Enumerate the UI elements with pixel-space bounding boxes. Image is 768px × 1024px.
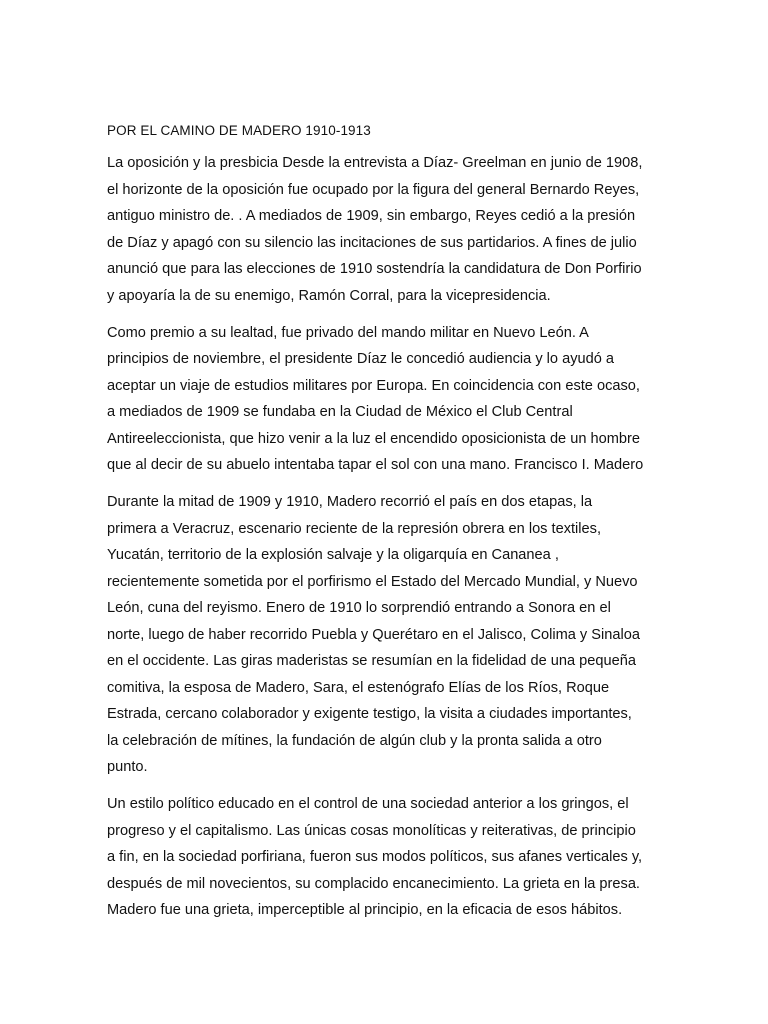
text-line: Madero fue una grieta, imperceptible al principio, en la eficacia de esos hábitos. (107, 902, 623, 918)
text-line: Como premio a su lealtad, fue privado del mando militar en Nuevo León. A (107, 324, 589, 341)
text-line: norte, luego de haber recorrido Puebla y Querétaro en el Jalisco, Colima y Sinaloa (107, 626, 640, 643)
text-line: La oposición y la presbicia Desde la entrevista a Díaz- Greelman en junio de 1908, (107, 155, 643, 171)
text-line: Yucatán, territorio de la explosión salvaje y la oligarquía en Cananea , (107, 547, 559, 563)
text-line: la celebración de mítines, la fundación de algún club y la pronta salida a otro (107, 732, 602, 749)
text-line: principios de noviembre, el presidente Díaz le concedió audiencia y lo ayudó a (107, 351, 615, 367)
document-title: POR EL CAMINO DE MADERO 1910-1913 (107, 123, 371, 138)
text-line: y apoyaría la de su enemigo, Ramón Corral, para la vicepresidencia. (107, 287, 551, 304)
text-line: Antireeleccionista, que hizo venir a la luz el encendido oposicionista de un hombre (107, 430, 640, 447)
paragraph-2 (107, 320, 667, 479)
text-line: punto. (107, 759, 148, 775)
text-line: el horizonte de la oposición fue ocupado por la figura del general Bernardo Reyes, (107, 181, 640, 198)
text-line: León, cuna del reyismo. Enero de 1910 lo sorprendió entrando a Sonora en el (107, 600, 611, 616)
text-line: de Díaz y apagó con su silencio las incitaciones de sus partidarios. A fines de julio (107, 234, 637, 251)
text-line: anunció que para las elecciones de 1910 sostendría la candidatura de Don Porfirio (107, 261, 642, 277)
paragraph-1 (107, 150, 667, 309)
document-body (107, 150, 667, 934)
text-line: después de mil novecientos, su complacido encanecimiento. La grieta en la presa. (107, 875, 640, 892)
text-line: antiguo ministro de. . A mediados de 1909, sin embargo, Reyes cedió a la presión (107, 208, 636, 224)
text-line: Durante la mitad de 1909 y 1910, Madero recorrió el país en dos etapas, la (107, 494, 593, 510)
text-line: comitiva, la esposa de Madero, Sara, el estenógrafo Elías de los Ríos, Roque (107, 679, 610, 696)
text-line: Un estilo político educado en el control de una sociedad anterior a los gringos, el (107, 796, 629, 812)
text-line: aceptar un viaje de estudios militares por Europa. En coincidencia con este ocaso, (107, 377, 640, 394)
text-line: primera a Veracruz, escenario reciente de la represión obrera en los textiles, (107, 520, 602, 537)
text-line: a fin, en la sociedad porfiriana, fueron sus modos políticos, sus afanes verticales y, (107, 849, 643, 865)
text-line: que al decir de su abuelo intentaba tapar el sol con una mano. Francisco I. Madero (107, 457, 644, 473)
text-line: progreso y el capitalismo. Las únicas cosas monolíticas y reiterativas, de principio (107, 822, 636, 839)
text-line: Estrada, cercano colaborador y exigente testigo, la visita a ciudades importantes, (107, 706, 632, 722)
text-line: recientemente sometida por el porfirismo el Estado del Mercado Mundial, y Nuevo (107, 573, 638, 590)
text-line: a mediados de 1909 se fundaba en la Ciudad de México el Club Central (107, 404, 573, 420)
paragraph-3 (107, 489, 667, 781)
text-line: en el occidente. Las giras maderistas se resumían en la fidelidad de una pequeña (107, 653, 636, 669)
paragraph-4 (107, 791, 667, 924)
